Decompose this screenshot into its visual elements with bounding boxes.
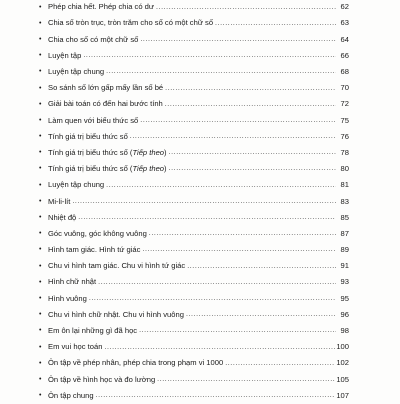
toc-entry-title — [48, 84, 164, 92]
bullet-icon: • — [39, 19, 42, 27]
bullet-icon: • — [39, 343, 42, 351]
toc-entry — [39, 274, 349, 290]
bullet-icon: • — [39, 278, 42, 286]
toc-entry-title — [48, 3, 155, 11]
bullet-icon: • — [39, 84, 42, 92]
dot-leader — [130, 133, 336, 140]
bullet-icon: • — [39, 3, 42, 11]
toc-entry — [39, 177, 349, 193]
toc-entry-title — [48, 165, 168, 173]
toc-entry — [39, 48, 349, 64]
dot-leader — [96, 392, 336, 399]
toc-entry — [39, 371, 349, 387]
dot-leader — [187, 263, 336, 270]
dot-leader — [157, 376, 335, 383]
bullet-icon: • — [39, 133, 42, 141]
toc-entry — [39, 0, 349, 15]
dot-leader — [215, 20, 336, 27]
toc-entry-title — [48, 295, 88, 303]
dot-leader — [165, 101, 336, 108]
bullet-icon: • — [39, 149, 42, 157]
bullet-icon: • — [39, 392, 42, 400]
bullet-icon: • — [39, 246, 42, 254]
toc-entry-page-number: 91 — [340, 261, 349, 271]
toc-entry-page-number: 105 — [336, 374, 349, 384]
toc-entry-title-text: Ôn tập về hình học và đo lường — [48, 374, 156, 384]
toc-entry — [39, 226, 349, 242]
dot-leader — [169, 165, 336, 172]
toc-entry-title-italic: Tiếp theo — [132, 164, 165, 174]
toc-entry-page-number: 64 — [340, 34, 349, 44]
toc-entry-page-number: 81 — [340, 180, 349, 190]
dot-leader — [89, 295, 336, 302]
dot-leader — [149, 230, 336, 237]
dot-leader — [78, 214, 336, 221]
toc-entry-title — [48, 214, 77, 222]
toc-entry-page-number: 80 — [340, 164, 349, 174]
toc-entry-page-number: 107 — [336, 390, 349, 400]
toc-entry — [39, 307, 349, 323]
bullet-icon: • — [39, 52, 42, 60]
bullet-icon: • — [39, 35, 42, 43]
toc-entry-title-text: Làm quen với biểu thức số — [48, 115, 139, 125]
bullet-icon: • — [39, 230, 42, 238]
bullet-icon: • — [39, 181, 42, 189]
toc-entry — [39, 161, 349, 177]
toc-entry-title-text: Nhiệt độ — [48, 212, 77, 222]
toc-entry-title-text: Hình chữ nhật — [48, 277, 97, 287]
toc-entry-title-text: Em vui học toán — [48, 342, 103, 352]
toc-entry — [39, 15, 349, 31]
toc-entry-title-text: Luyện tập chung — [48, 180, 105, 190]
bullet-icon: • — [39, 214, 42, 222]
toc-entry-page-number: 68 — [340, 67, 349, 77]
toc-entry — [39, 388, 349, 404]
toc-entry-page-number: 75 — [340, 115, 349, 125]
toc-entry-title — [48, 262, 186, 270]
bullet-icon: • — [39, 311, 42, 319]
toc-entry-title — [48, 52, 82, 60]
toc-entry — [39, 112, 349, 128]
toc-entry-title — [48, 149, 168, 157]
toc-entry-page-number: 63 — [340, 18, 349, 28]
toc-entry — [39, 193, 349, 209]
toc-entry-title-text: Tính giá trị biểu thức số ( — [48, 164, 133, 174]
toc-entry-title — [48, 376, 156, 384]
bullet-icon: • — [39, 327, 42, 335]
toc-entry-title-text: Ôn tập chung — [48, 390, 94, 400]
toc-entry-title — [48, 278, 97, 286]
toc-entry-page-number: 93 — [340, 277, 349, 287]
dot-leader — [140, 117, 336, 124]
toc-entry — [39, 323, 349, 339]
toc-entry — [39, 129, 349, 145]
toc-entry-title-text: Tính giá trị biểu thức số ( — [48, 147, 133, 157]
toc-entry — [39, 242, 349, 258]
dot-leader — [106, 68, 336, 75]
dot-leader — [83, 52, 336, 59]
bullet-icon: • — [39, 375, 42, 383]
toc-entry-page-number: 78 — [340, 147, 349, 157]
bullet-icon: • — [39, 165, 42, 173]
toc-entry-title-text: Hình vuông — [48, 293, 87, 303]
toc-entry-page-number: 100 — [336, 342, 349, 352]
toc-entry-title-text: Chu vi hình chữ nhật. Chu vi hình vuông — [48, 309, 184, 319]
toc-entry-title — [48, 392, 95, 400]
bullet-icon: • — [39, 68, 42, 76]
toc-entry-title — [48, 181, 105, 189]
toc-entry-title-text: Phép chia hết. Phép chia có dư — [48, 2, 154, 12]
toc-entry-title-end: ) — [164, 164, 167, 174]
toc-entry-page-number: 95 — [340, 293, 349, 303]
toc-entry-title-text: Chu vi hình tam giác. Chu vi hình tứ giác — [48, 261, 186, 271]
dot-leader — [156, 4, 336, 11]
toc-entry — [39, 80, 349, 96]
toc-entry-title-text: Luyện tập chung — [48, 67, 105, 77]
toc-entry-title — [48, 230, 148, 238]
dot-leader — [169, 149, 336, 156]
dot-leader — [142, 246, 336, 253]
dot-leader — [225, 360, 335, 367]
toc-entry-title — [48, 343, 103, 351]
toc-entry-title — [48, 117, 139, 125]
toc-entry-title-text: Chia cho số có một chữ số — [48, 34, 139, 44]
toc-entry-title-text: Hình tam giác. Hình tứ giác — [48, 245, 141, 255]
bullet-icon: • — [39, 116, 42, 124]
toc-entry-title — [48, 359, 224, 367]
toc-entry-page-number: 76 — [340, 131, 349, 141]
toc-entry — [39, 145, 349, 161]
toc-entry — [39, 64, 349, 80]
toc-entry — [39, 209, 349, 225]
toc-entry-title — [48, 311, 185, 319]
dot-leader — [72, 198, 336, 205]
dot-leader — [139, 327, 336, 334]
dot-leader — [98, 279, 336, 286]
toc-entry-title — [48, 19, 214, 27]
dot-leader — [140, 36, 336, 43]
toc-entry-page-number: 98 — [340, 326, 349, 336]
dot-leader — [106, 182, 336, 189]
toc-entry-title-italic: Tiếp theo — [132, 147, 165, 157]
dot-leader — [104, 344, 335, 351]
toc-entry-title-text: So sánh số lớn gấp mấy lần số bé — [48, 83, 164, 93]
dot-leader — [165, 85, 336, 92]
toc-entry-title-text: Tính giá trị biểu thức số — [48, 131, 128, 141]
bullet-icon: • — [39, 100, 42, 108]
toc-entry-page-number: 96 — [340, 309, 349, 319]
toc-entry-title-text: Mi-li-lít — [48, 196, 71, 206]
dot-leader — [186, 311, 336, 318]
toc-entry — [39, 258, 349, 274]
toc-entry-title-text: Em ôn lại những gì đã học — [48, 326, 138, 336]
toc-entry-title-end: ) — [164, 147, 167, 157]
toc-entry-title — [48, 36, 139, 44]
toc-entry-page-number: 102 — [336, 358, 349, 368]
bullet-icon: • — [39, 294, 42, 302]
toc-entry — [39, 355, 349, 371]
toc-entry — [39, 96, 349, 112]
bullet-icon: • — [39, 359, 42, 367]
toc-entry-page-number: 72 — [340, 99, 349, 109]
toc-entry-title-text: Luyện tập — [48, 50, 82, 60]
toc-entry-title-text: Góc vuông, góc không vuông — [48, 228, 147, 238]
toc-entry-page-number: 85 — [340, 212, 349, 222]
toc-entry — [39, 290, 349, 306]
toc-entry-title-text: Chia số tròn trục, tròn trăm cho số có một chữ số — [48, 18, 214, 28]
toc-entry-title — [48, 68, 105, 76]
toc-entry-title — [48, 198, 71, 206]
toc-entry-page-number: 89 — [340, 245, 349, 255]
bullet-icon: • — [39, 262, 42, 270]
toc-entry-title — [48, 100, 164, 108]
toc-entry-page-number: 87 — [340, 228, 349, 238]
toc-entry — [39, 339, 349, 355]
toc-entry-title-text: Ôn tập về phép nhân, phép chia trong phạm vi 1000 — [48, 358, 224, 368]
toc-entry-page-number: 62 — [340, 2, 349, 12]
toc-entry-title-text: Giải bài toán có đến hai bước tính — [48, 99, 163, 109]
bullet-icon: • — [39, 197, 42, 205]
toc-entry-page-number: 66 — [340, 50, 349, 60]
toc-entry-title — [48, 246, 141, 254]
table-of-contents — [39, 0, 349, 404]
toc-entry — [39, 31, 349, 47]
toc-entry-title — [48, 327, 138, 335]
toc-entry-title — [48, 133, 129, 141]
toc-entry-page-number: 70 — [340, 83, 349, 93]
toc-entry-page-number: 83 — [340, 196, 349, 206]
